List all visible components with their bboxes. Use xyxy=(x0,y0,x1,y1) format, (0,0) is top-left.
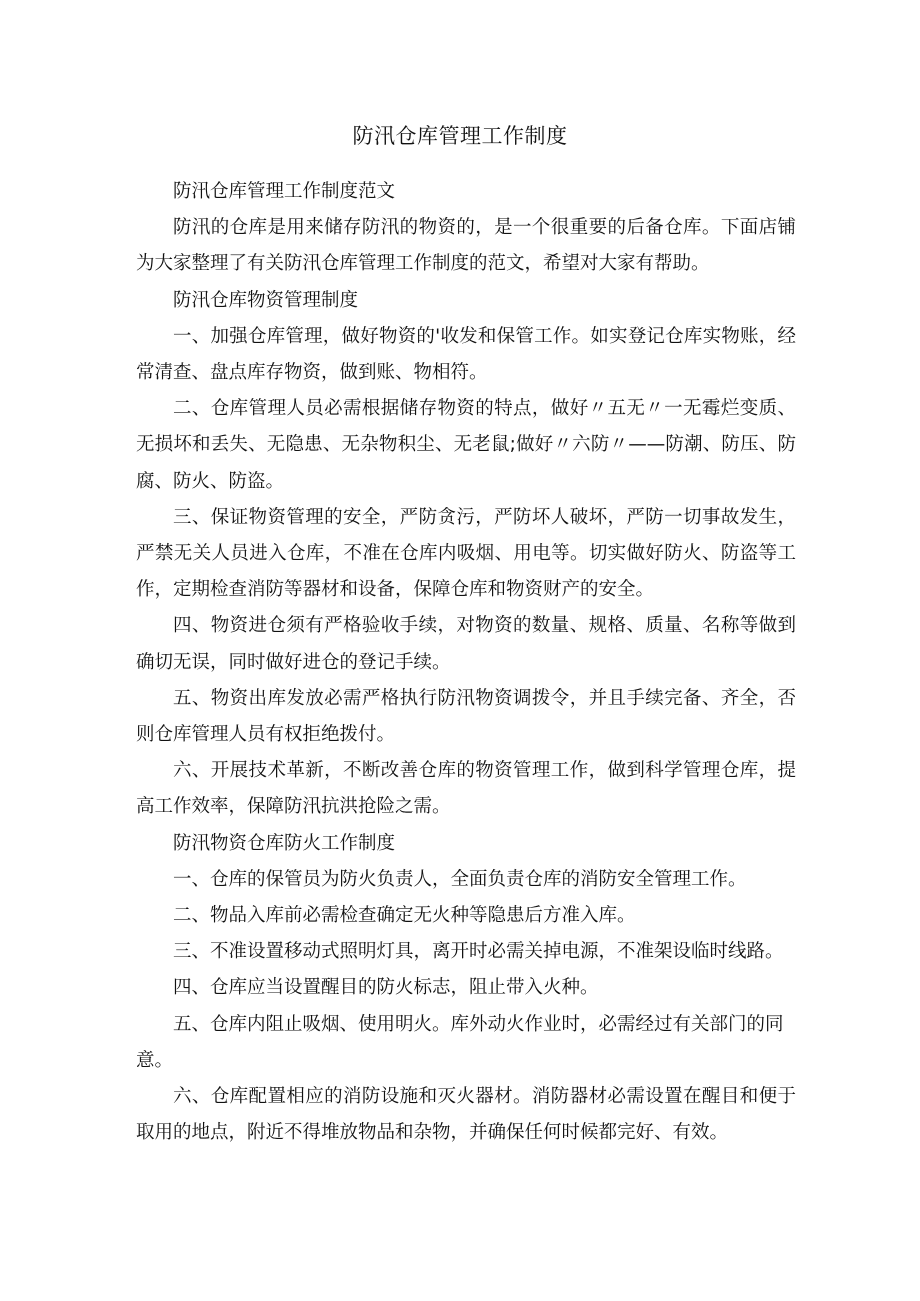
paragraph-intro: 防汛的仓库是用来储存防汛的物资的，是一个很重要的后备仓库。下面店铺为大家整理了有关防汛仓库管理工作制度的范文，希望对大家有帮助。 xyxy=(136,217,796,275)
paragraph-rule-3: 三、保证物资管理的安全，严防贪污，严防坏人破坏，严防一切事故发生，严禁无关人员进入仓库，不准在仓库内吸烟、用电等。切实做好防火、防盗等工作，定期检查消防等器材和设备，保障仓库和物资财产的安全。 xyxy=(136,506,796,601)
paragraph-fire-rule-5: 五、仓库内阻止吸烟、使用明火。库外动火作业时，必需经过有关部门的同意。 xyxy=(136,1013,784,1071)
paragraph-fire-rule-3: 三、不准设置移动式照明灯具，离开时必需关掉电源，不准架设临时线路。 xyxy=(173,941,784,963)
paragraph-rule-6: 六、开展技术革新，不断改善仓库的物资管理工作，做到科学管理仓库，提高工作效率，保障防汛抗洪抢险之需。 xyxy=(136,760,796,818)
paragraph-fire-rule-6: 六、仓库配置相应的消防设施和灭火器材。消防器材必需设置在醒目和便于取用的地点，附近不得堆放物品和杂物，并确保任何时候都完好、有效。 xyxy=(136,1086,796,1144)
document-title: 防汛仓库管理工作制度 xyxy=(352,124,568,148)
paragraph-fire-rule-2: 二、物品入库前必需检查确定无火种等隐患后方准入库。 xyxy=(173,905,636,927)
paragraph-rule-2: 二、仓库管理人员必需根据储存物资的特点，做好〃五无〃一无霉烂变质、无损坏和丢失、无隐患、无杂物积尘、无老鼠;做好〃六防〃——防潮、防压、防腐、防火、防盗。 xyxy=(136,398,796,492)
paragraph-rule-1: 一、加强仓库管理，做好物资的'收发和保管工作。如实登记仓库实物账，经常清查、盘点库存物资，做到账、物相符。 xyxy=(136,325,796,384)
paragraph-rule-5: 五、物资出库发放必需严格执行防汛物资调拨令，并且手续完备、齐全，否则仓库管理人员有权拒绝拨付。 xyxy=(136,687,796,746)
paragraph-rule-4: 四、物资进仓须有严格验收手续，对物资的数量、规格、质量、名称等做到确切无误，同时做好进仓的登记手续。 xyxy=(136,615,796,673)
paragraph-subtitle: 防汛仓库管理工作制度范文 xyxy=(173,181,396,202)
section-heading-materials: 防汛仓库物资管理制度 xyxy=(173,289,359,311)
section-heading-fire: 防汛物资仓库防火工作制度 xyxy=(173,832,396,854)
paragraph-fire-rule-4: 四、仓库应当设置醒目的防火标志，阻止带入火种。 xyxy=(173,977,599,999)
document-body xyxy=(136,174,796,1151)
paragraph-fire-rule-1: 一、仓库的保管员为防火负责人，全面负责仓库的消防安全管理工作。 xyxy=(173,868,747,890)
